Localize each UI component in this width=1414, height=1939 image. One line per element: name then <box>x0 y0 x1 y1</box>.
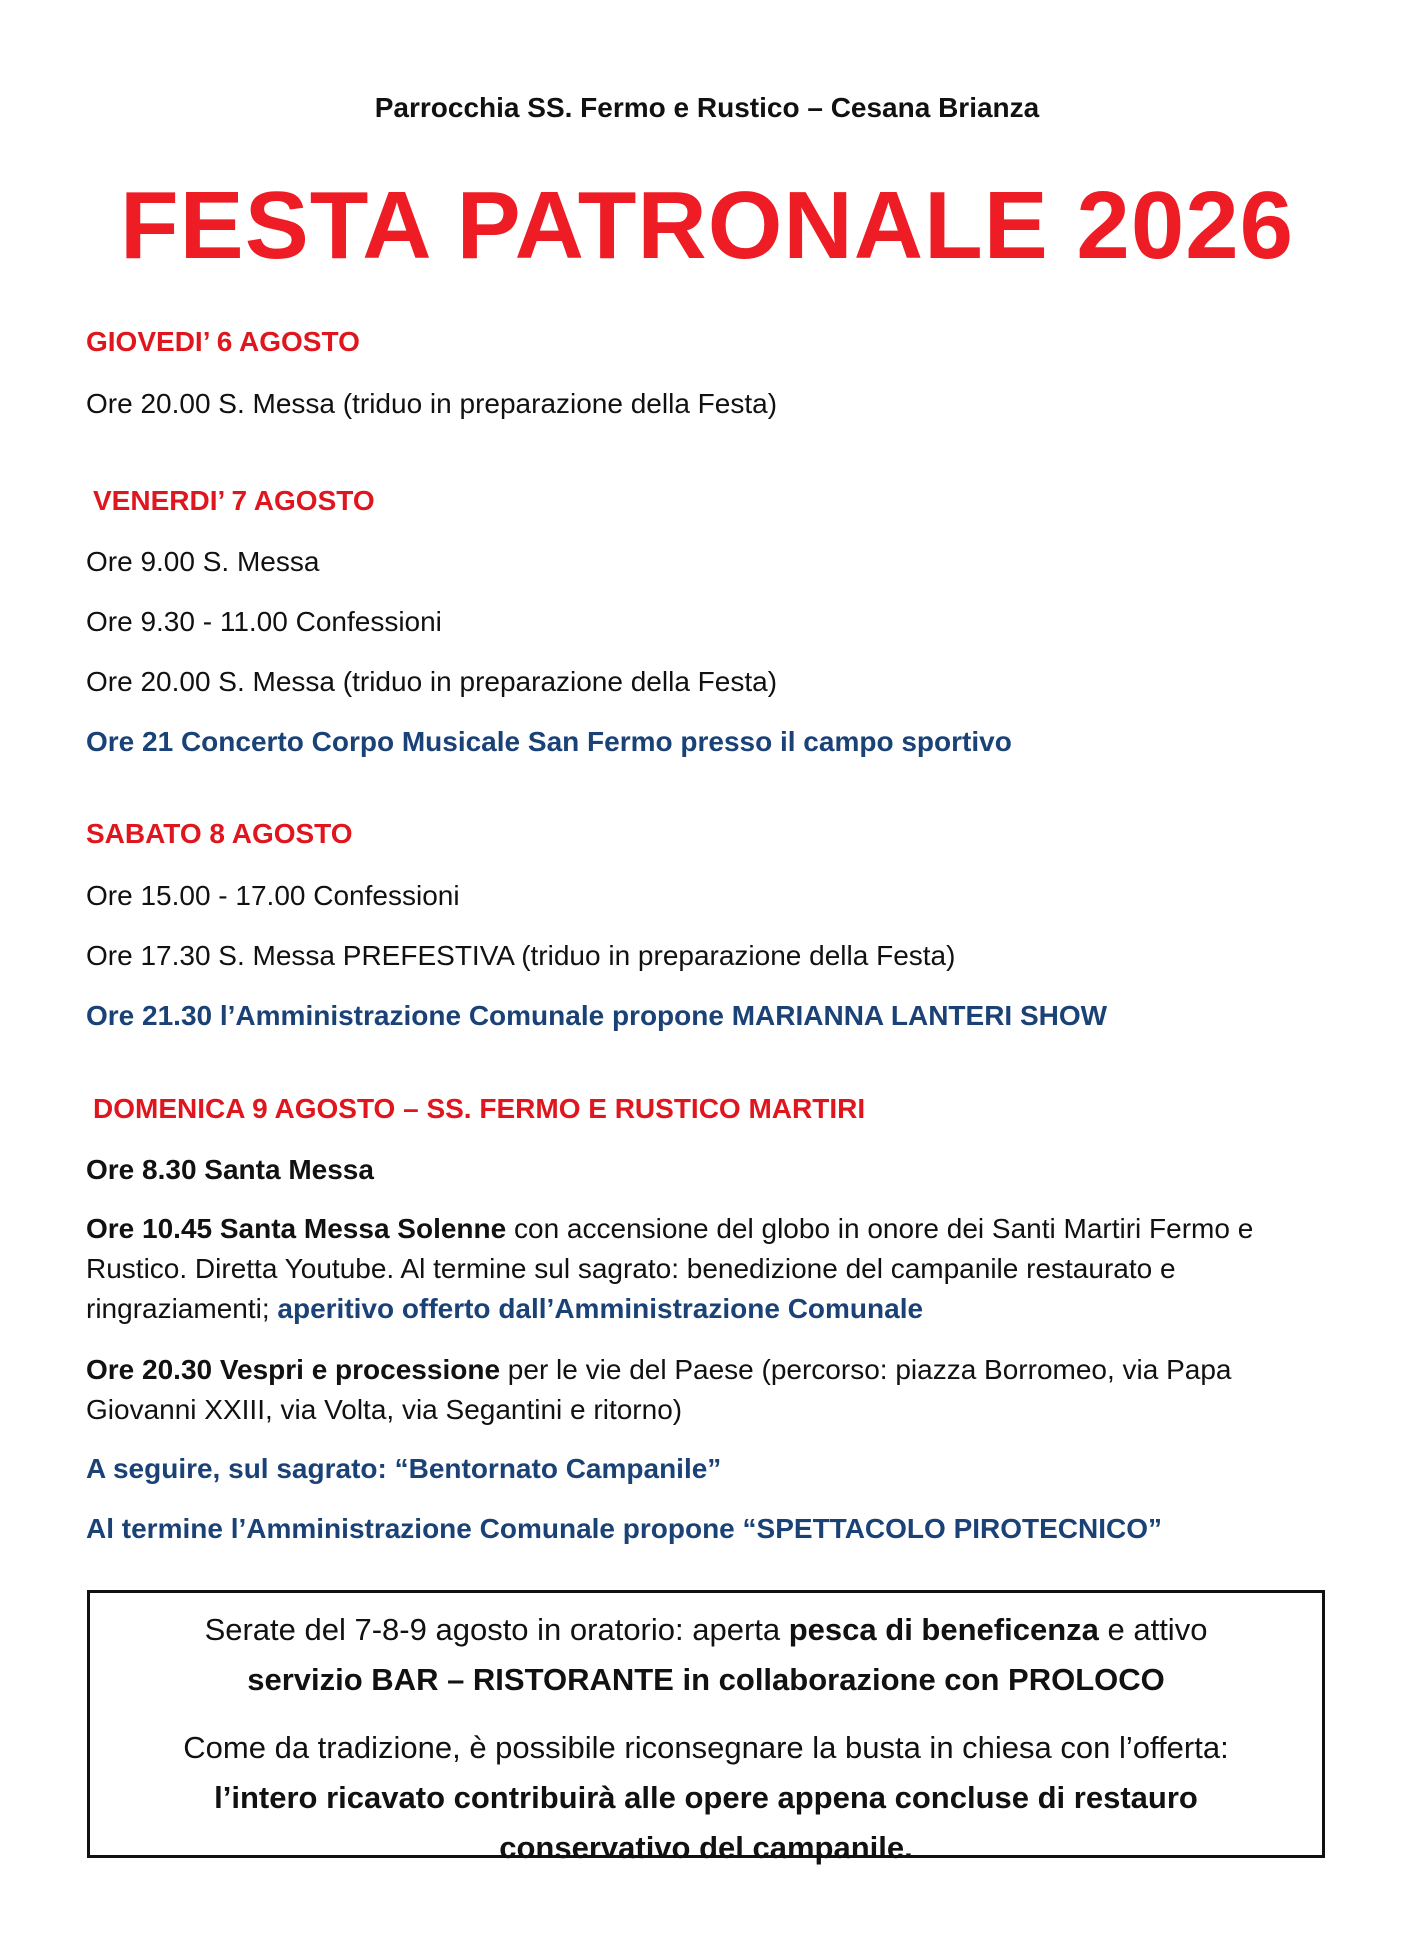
info-text-bold: servizio BAR – RISTORANTE in collaborazione con PROLOCO <box>247 1662 1165 1697</box>
event-line-fireworks: Al termine l’Amministrazione Comunale propone “SPETTACOLO PIROTECNICO” <box>86 1513 1163 1544</box>
info-text-bold: pesca di beneficenza <box>788 1612 1099 1647</box>
solemn-mass-paragraph <box>86 1209 1336 1329</box>
info-text: Come da tradizione, è possibile riconsegnare la busta in chiesa con l’offerta: <box>183 1730 1229 1765</box>
schedule-line: Ore 15.00 - 17.00 Confessioni <box>86 880 460 911</box>
event-line-bentornato: A seguire, sul sagrato: “Bentornato Campanile” <box>86 1453 722 1484</box>
event-line-show: Ore 21.30 l’Amministrazione Comunale propone MARIANNA LANTERI SHOW <box>86 1000 1108 1031</box>
aperitivo-text: aperitivo offerto dall’Amministrazione Comunale <box>277 1293 924 1324</box>
info-text: Serate del 7-8-9 agosto in oratorio: aperta <box>204 1612 789 1647</box>
solemn-mass-text: con accensione del globo in onore dei Santi Martiri Fermo e Rustico. Diretta Youtube. Al termine sul sagrato: benedizione del campanile restaurato e ringraziamenti; <box>86 1213 1254 1324</box>
schedule-line: Ore 9.30 - 11.00 Confessioni <box>86 606 442 637</box>
info-text: e attivo <box>1098 1612 1208 1647</box>
day-heading-saturday: SABATO 8 AGOSTO <box>86 818 353 849</box>
schedule-line: Ore 20.00 S. Messa (triduo in preparazione della Festa) <box>86 388 778 419</box>
day-heading-thursday: GIOVEDI’ 6 AGOSTO <box>86 326 360 357</box>
day-heading-sunday: DOMENICA 9 AGOSTO – SS. FERMO E RUSTICO MARTIRI <box>93 1093 866 1124</box>
vespers-time: Ore 20.30 Vespri e processione <box>86 1354 501 1385</box>
event-line-concert: Ore 21 Concerto Corpo Musicale San Fermo presso il campo sportivo <box>86 726 1012 757</box>
info-box-offering <box>90 1723 1322 1873</box>
info-text-bold: l’intero ricavato contribuirà alle opere appena concluse di restauro conservativo del campanile. <box>214 1780 1198 1865</box>
solemn-mass-time: Ore 10.45 Santa Messa Solenne <box>86 1213 507 1244</box>
day-heading-friday: VENERDI’ 7 AGOSTO <box>93 485 375 516</box>
schedule-line: Ore 8.30 Santa Messa <box>86 1154 374 1185</box>
page-title: FESTA PATRONALE 2026 <box>120 172 1294 279</box>
vespers-paragraph <box>86 1350 1336 1430</box>
schedule-line: Ore 17.30 S. Messa PREFESTIVA (triduo in preparazione della Festa) <box>86 940 956 971</box>
parish-name: Parrocchia SS. Fermo e Rustico – Cesana Brianza <box>374 92 1040 123</box>
schedule-line: Ore 9.00 S. Messa <box>86 546 320 577</box>
info-box <box>87 1590 1325 1865</box>
info-box-oratory <box>90 1605 1322 1705</box>
schedule-line: Ore 20.00 S. Messa (triduo in preparazione della Festa) <box>86 666 778 697</box>
vespers-text: per le vie del Paese (percorso: piazza Borromeo, via Papa Giovanni XXIII, via Volta, via Segantini e ritorno) <box>86 1354 1232 1425</box>
